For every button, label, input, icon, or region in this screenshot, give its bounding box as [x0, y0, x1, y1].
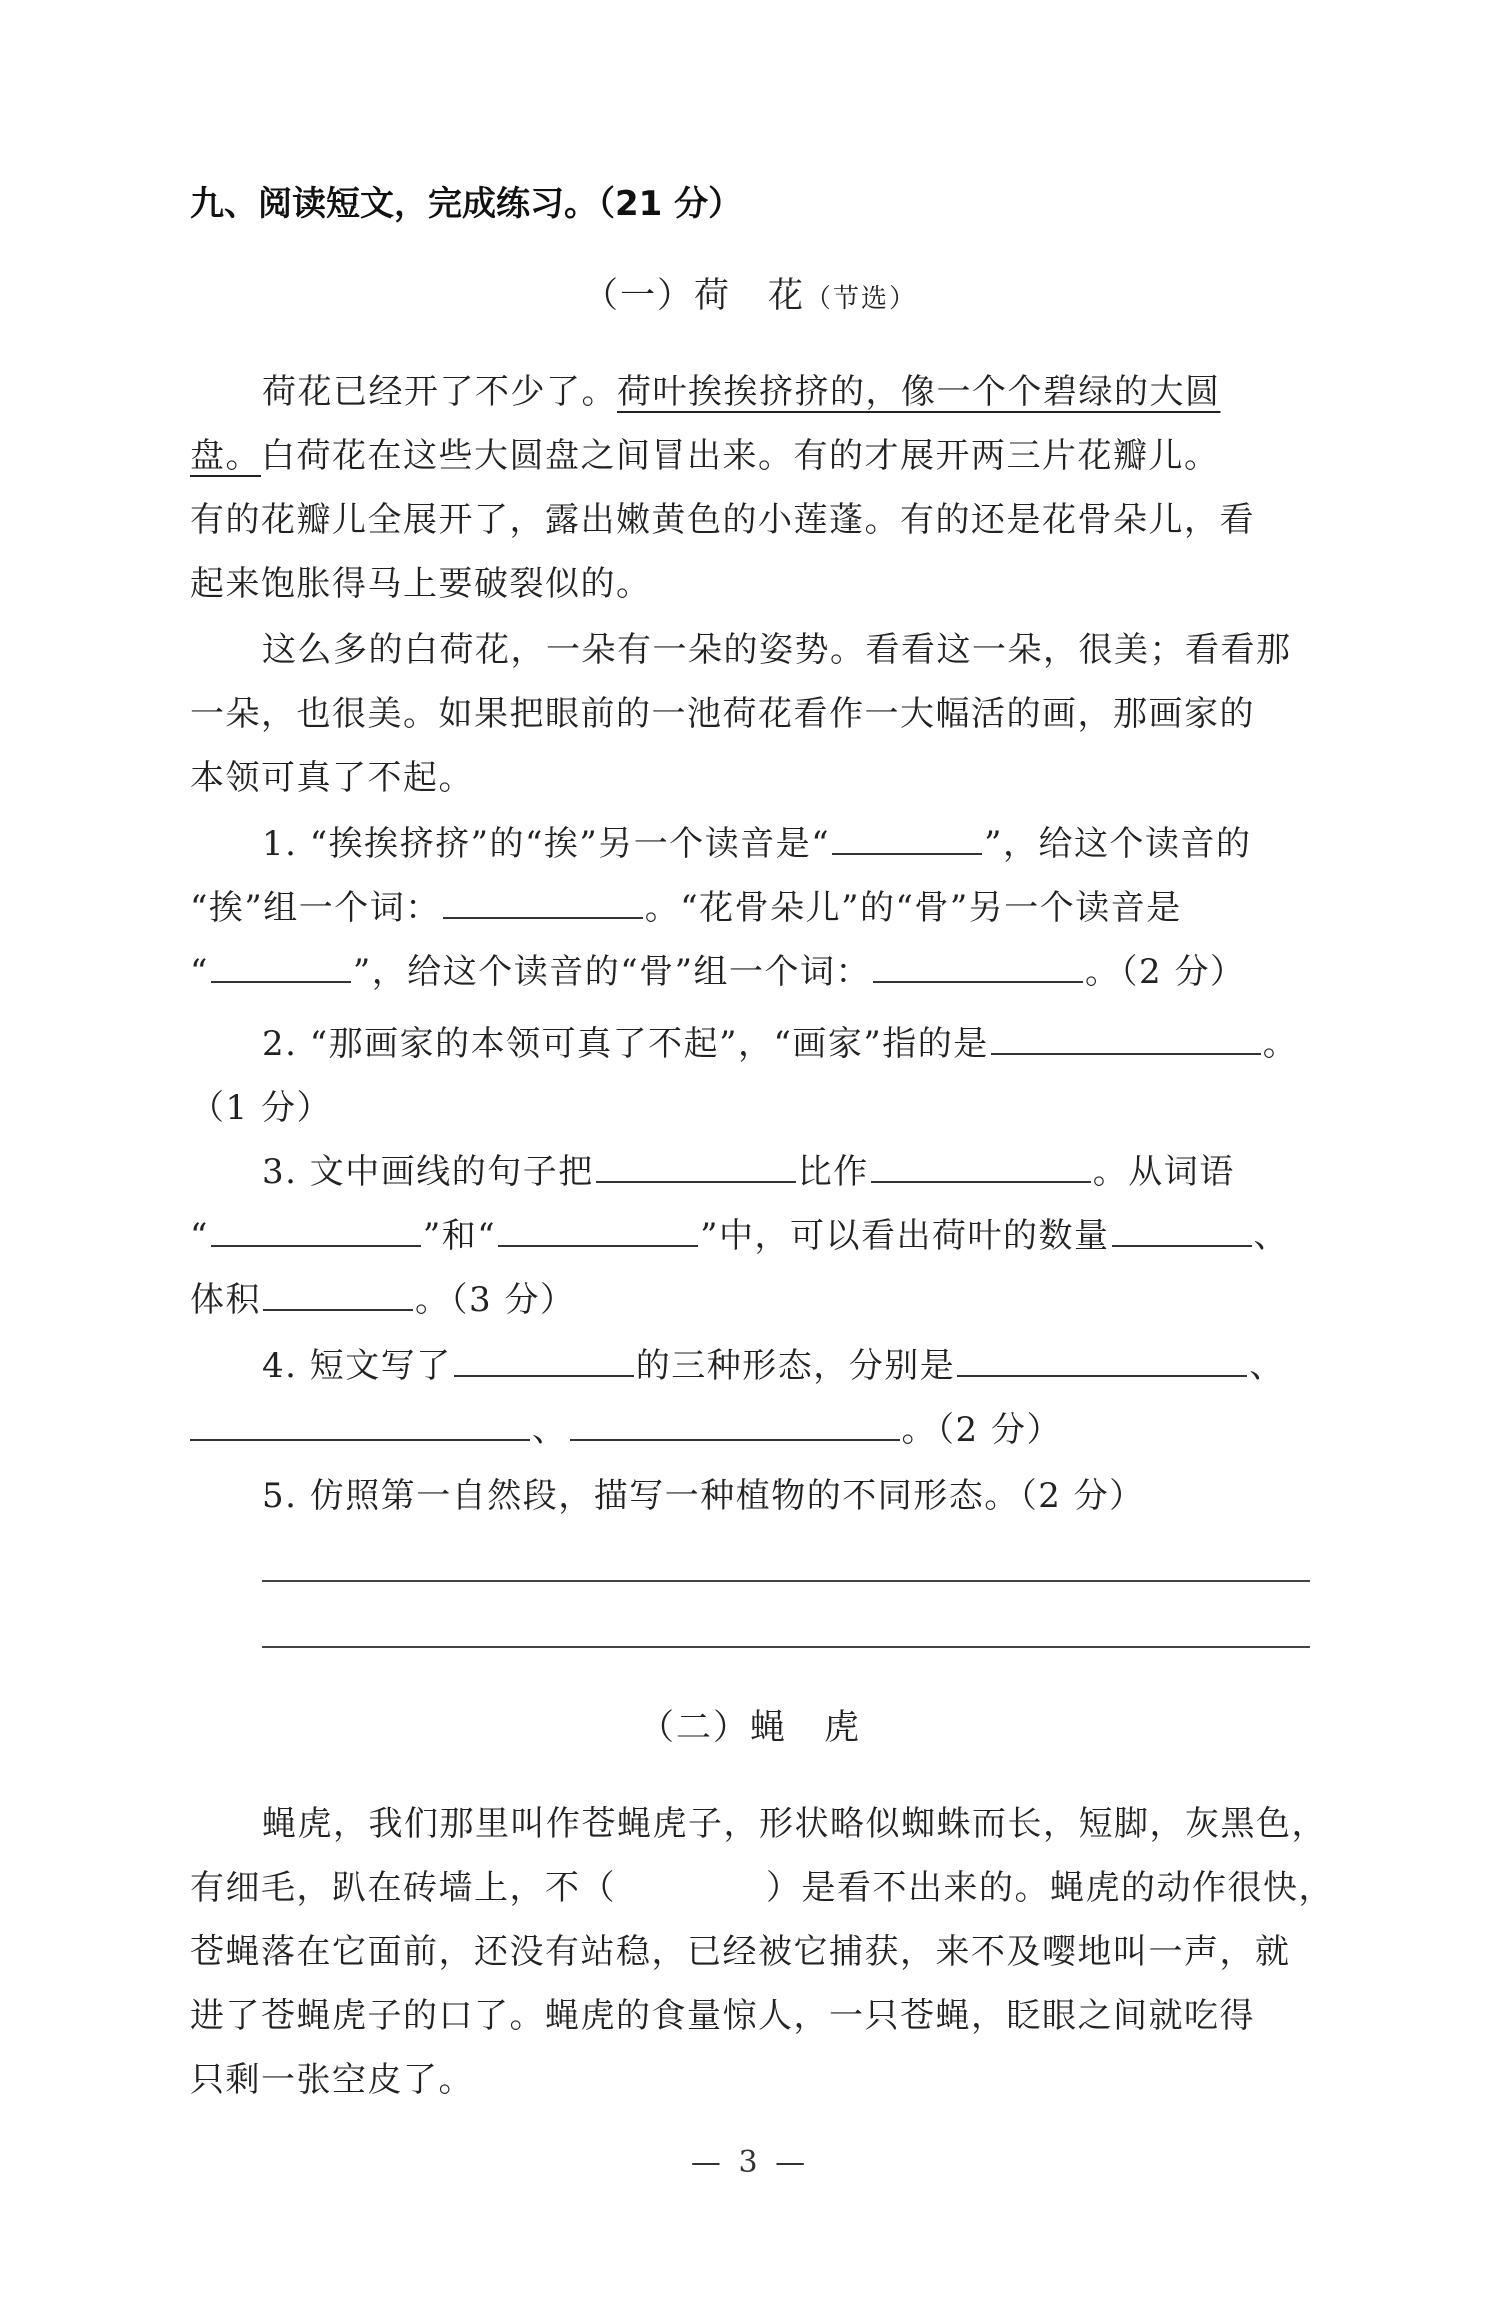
answer-blank[interactable]	[871, 1151, 1091, 1183]
answer-blank[interactable]	[211, 1215, 421, 1247]
section-title: 九、阅读短文，完成练习。（21 分）	[190, 184, 743, 224]
writing-line-2[interactable]	[262, 1646, 1310, 1648]
question-2-line-2: （1 分）	[190, 1088, 332, 1128]
passage-two-line-2: 有细毛，趴在砖墙上，不（ ）是看不出来的。蝇虎的动作很快，	[190, 1868, 1334, 1908]
passage-one-line-6: 一朵，也很美。如果把眼前的一池荷花看作一大幅活的画，那画家的	[190, 694, 1255, 734]
passage-one-title	[0, 268, 1500, 318]
passage-one-line-2: 盘。白荷花在这些大圆盘之间冒出来。有的才展开两三片花瓣儿。	[190, 436, 1220, 476]
answer-blank[interactable]	[570, 1409, 900, 1441]
question-5: 5. 仿照第一自然段，描写一种植物的不同形态。（2 分）	[262, 1476, 1145, 1516]
passage-one-line-4: 起来饱胀得马上要破裂似的。	[190, 564, 652, 604]
underlined-sentence-end: 盘。	[190, 436, 261, 476]
answer-blank[interactable]	[1112, 1215, 1252, 1247]
passage-one-line-1: 荷花已经开了不少了。荷叶挨挨挤挤的，像一个个碧绿的大圆	[262, 372, 1221, 412]
question-3-line-2: “ ”和“ ”中，可以看出荷叶的数量 、	[190, 1216, 1290, 1256]
passage-one-name: 荷 花	[693, 276, 805, 316]
answer-blank[interactable]	[443, 887, 643, 919]
writing-line-1[interactable]	[262, 1580, 1310, 1582]
passage-one-line-7: 本领可真了不起。	[190, 758, 474, 798]
answer-blank[interactable]	[957, 1345, 1247, 1377]
passage-one-note: （节选）	[805, 284, 918, 314]
passage-one-line-3: 有的花瓣儿全展开了，露出嫩黄色的小莲蓬。有的还是花骨朵儿，看	[190, 500, 1255, 540]
question-3-line-1: 3. 文中画线的句子把 比作 。从词语	[262, 1152, 1235, 1192]
question-2-line-1: 2. “那画家的本领可真了不起”，“画家”指的是 。	[262, 1024, 1299, 1064]
passage-two-name: 蝇 虎	[750, 1708, 862, 1748]
passage-two-line-1: 蝇虎，我们那里叫作苍蝇虎子，形状略似蜘蛛而长，短脚，灰黑色，	[262, 1804, 1327, 1844]
answer-blank[interactable]	[454, 1345, 634, 1377]
answer-blank[interactable]	[873, 951, 1083, 983]
passage-two-title	[0, 1700, 1500, 1750]
passage-two-line-3: 苍蝇落在它面前，还没有站稳，已经被它捕获，来不及嘤地叫一声，就	[190, 1932, 1291, 1972]
question-4-line-1: 4. 短文写了 的三种形态，分别是 、	[262, 1346, 1285, 1386]
underlined-sentence: 荷叶挨挨挤挤的，像一个个碧绿的大圆	[617, 372, 1221, 412]
answer-blank[interactable]	[211, 951, 351, 983]
question-1-line-3: “ ”，给这个读音的“骨”组一个词： 。（2 分）	[190, 952, 1246, 992]
question-1-line-2: “挨”组一个词： 。“花骨朵儿”的“骨”另一个读音是	[190, 888, 1182, 928]
question-3-line-3: 体积 。（3 分）	[190, 1280, 576, 1320]
answer-blank[interactable]	[832, 823, 982, 855]
answer-blank[interactable]	[498, 1215, 698, 1247]
page-number: — 3 —	[690, 2145, 810, 2180]
question-1-line-1: 1. “挨挨挤挤”的“挨”另一个读音是“ ”，给这个读音的	[262, 824, 1252, 864]
answer-blank[interactable]	[596, 1151, 796, 1183]
answer-blank[interactable]	[991, 1023, 1261, 1055]
passage-two-line-5: 只剩一张空皮了。	[190, 2060, 474, 2100]
answer-blank[interactable]	[190, 1409, 530, 1441]
answer-blank[interactable]	[263, 1279, 413, 1311]
question-4-line-2: 、 。（2 分）	[190, 1408, 1310, 1452]
passage-two-line-4: 进了苍蝇虎子的口了。蝇虎的食量惊人，一只苍蝇，眨眼之间就吃得	[190, 1996, 1255, 2036]
passage-one-line-5: 这么多的白荷花，一朵有一朵的姿势。看看这一朵，很美；看看那	[262, 630, 1292, 670]
passage-two-number: （二）	[638, 1708, 750, 1748]
passage-one-number: （一）	[582, 276, 694, 316]
